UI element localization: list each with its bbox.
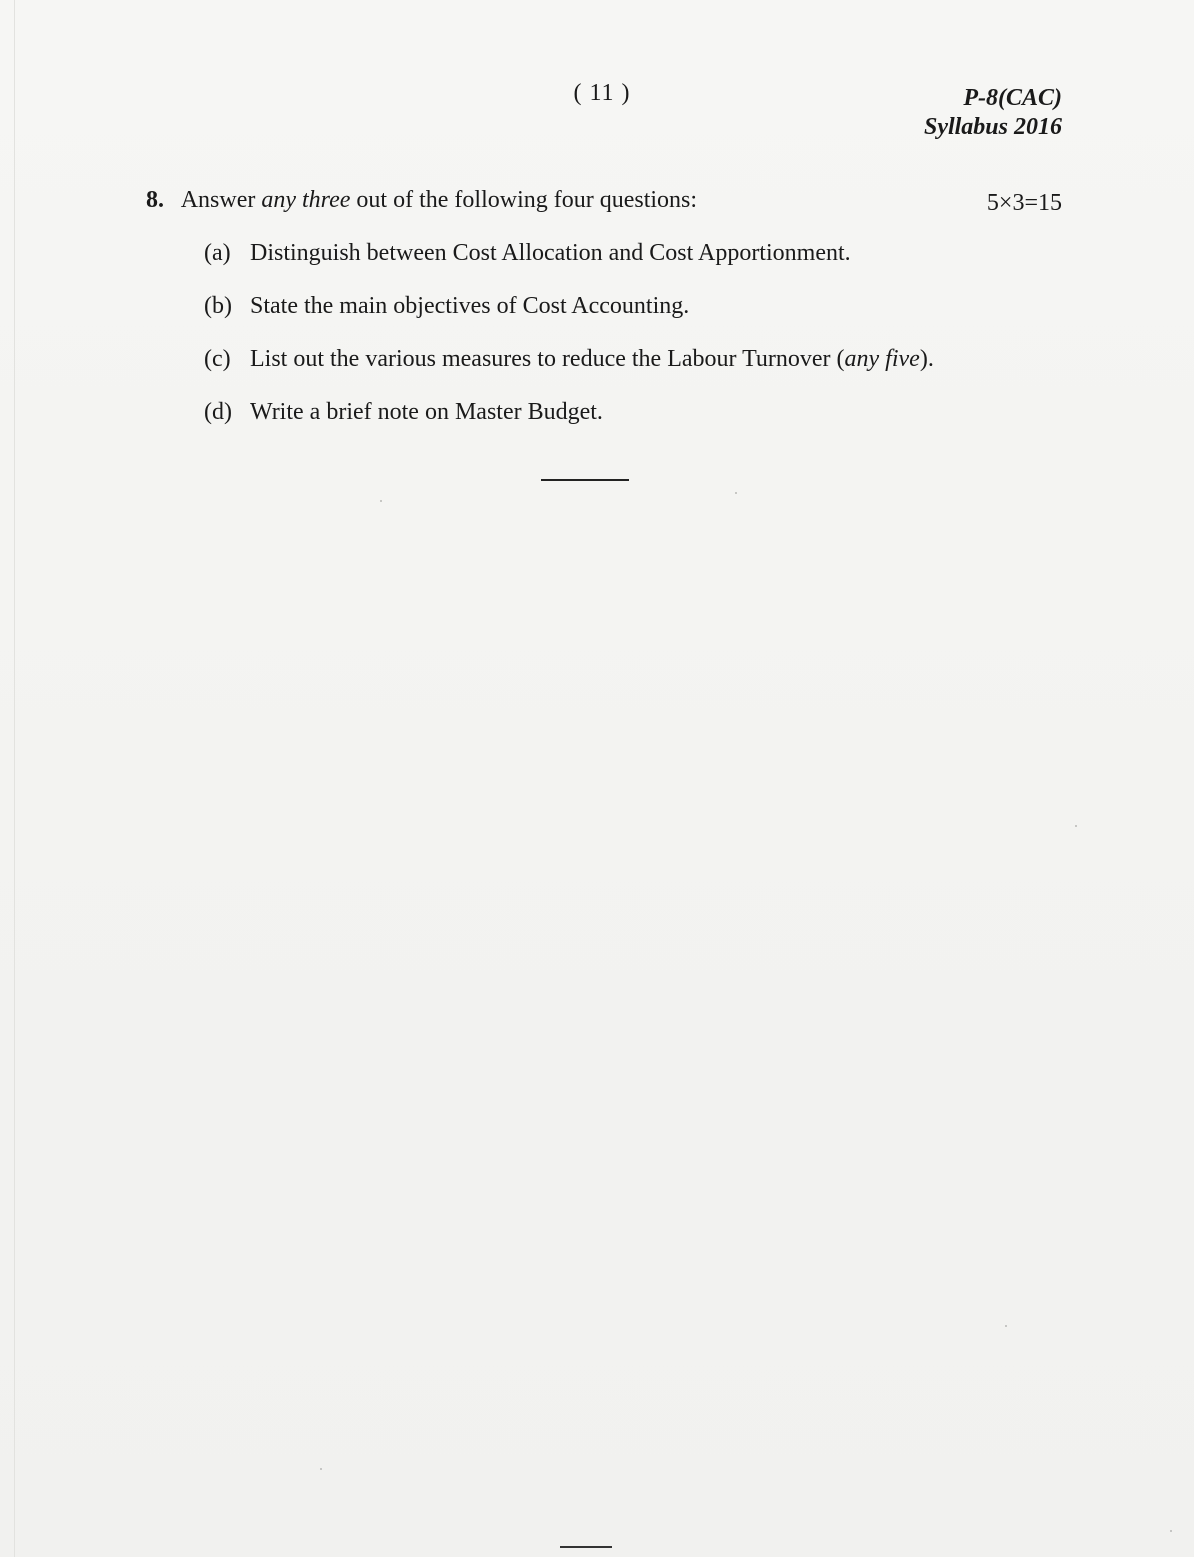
syllabus-year: Syllabus 2016 [923,114,1062,140]
sub-question-after: ). [919,346,934,372]
sub-question-list [204,240,934,452]
scan-speck [380,500,382,502]
sub-question-text: List out the various measures to reduce the Labour Turnover ( [250,346,845,372]
sub-question-text: Distinguish between Cost Allocation and Cost Apportionment. [250,240,851,266]
sub-question-text: State the main objectives of Cost Accounting. [250,293,690,319]
question-marks: 5×3=15 [986,190,1062,216]
end-divider [541,479,629,481]
scan-speck [1170,1530,1172,1532]
scan-mark [560,1546,612,1548]
question-number: 8. [146,187,164,213]
scan-speck [1075,825,1077,827]
sub-question-c [204,346,934,399]
question-line [146,187,1062,219]
paper-code-block [924,84,1062,142]
question-suffix: out of the following four questions: [356,187,698,213]
sub-question-text: Write a brief note on Master Budget. [250,399,603,425]
question-prefix: Answer [180,187,256,213]
paper-code: P-8(CAC) [963,85,1062,111]
page-edge [14,0,15,1557]
sub-question-label: (d) [204,399,232,425]
question-emphasis: any three [261,187,351,213]
sub-question-label: (c) [204,346,231,372]
page-number: ( 11 ) [573,80,631,106]
scan-speck [320,1468,322,1470]
sub-question-label: (b) [204,293,232,319]
scan-speck [1005,1325,1007,1327]
sub-question-b [204,293,934,346]
sub-question-a [204,240,934,293]
scan-speck [735,492,737,494]
sub-question-d [204,399,934,452]
sub-question-label: (a) [204,240,231,266]
question-8 [146,187,1062,219]
sub-question-emphasis: any five [844,346,920,372]
